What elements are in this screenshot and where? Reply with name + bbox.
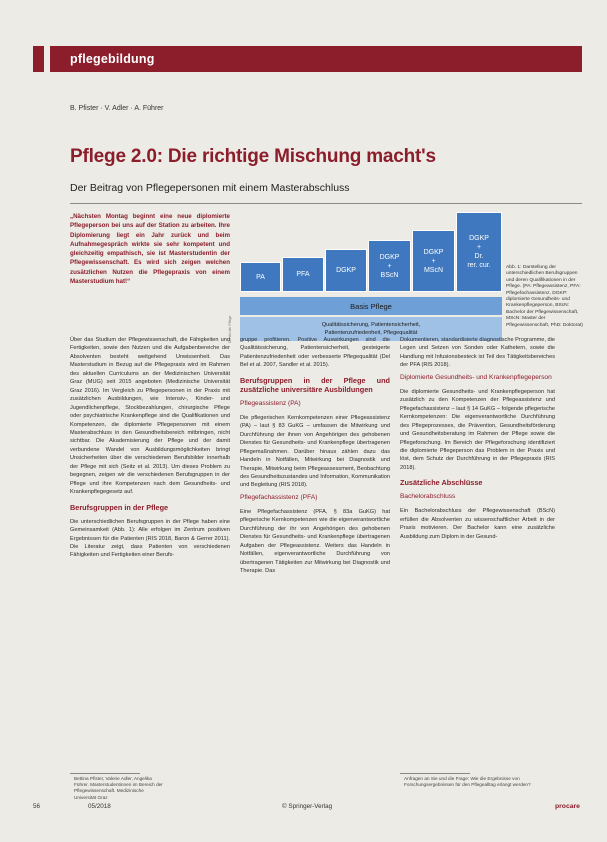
step-dgkp-mscn: DGKP + MScN	[412, 230, 455, 292]
col1-heading: Berufsgruppen in der Pflege	[70, 502, 169, 512]
page-number: 56	[33, 803, 41, 810]
publisher: © Springer-Verlag	[282, 803, 333, 810]
col2-heading: Berufsgruppen in der Pflege und zusätzliche universitäre Ausbildungen	[240, 375, 390, 394]
figure-side-label: Die Art der Pflege	[228, 315, 232, 343]
column-3	[400, 336, 555, 543]
intro-quote: „Nächsten Montag beginnt eine neue diplomierte Pflegeperson bei uns auf der Station zu arbeiten. Ihre Diplomierung liegt ein Jahr zurück und beim Aufnahmegespräch wirkte sie sehr kompetent und gleichzeitig empathisch, sie ist Masterstudentin der Pflegewissenschaft. Es wird sich zeigen welchen zusätzlichen Nutzen die Pflegepraxis von einem Masterstudium hat!“	[70, 213, 230, 286]
column-1	[70, 336, 230, 562]
figure-caption: Abb. 1: Darstellung der unterschiedlichen Berufsgruppen und deren Qualifikationen in der Pflege. (PA: Pflegeassistenz, PFA: Pflegefachassistenz, DGKP: diplomierte Gesundheits- und Krankenpflegeperson, BScN: Bachelor der Pflegewissenschaft, MScN: Master der Pflegewissenschaft, PhD: Doktorat)	[506, 265, 583, 328]
qualification-figure	[240, 212, 502, 342]
article-subtitle: Der Beitrag von Pflegepersonen mit einem Masterabschluss	[70, 182, 350, 194]
col3-paragraph-3: Ein Bachelorabschluss der Pflegewissenschaft (BScN) erfüllen die Absolventen zu wissenschaftlicher Arbeit in der Praxis motivieren. Der Bachelor kann eine zusätzliche Ausbildung zum Diplom in der Gesund-	[400, 508, 555, 540]
col3-footnote: Anfragen an Sie und die Frage: Wie die Ergebnisse von Forschungsergebnissen für den Pflegealltag erlangt werden?	[404, 776, 531, 788]
qualification-steps	[240, 212, 502, 292]
journal-brand: procare	[555, 803, 580, 810]
col2-paragraph-3: Eine Pflegefachassistenz (PFA, § 83a GuKG) hat pflegerische Kernkompetenzen wie die eigenverantwortliche Durchführung der ihr von Angehörigen des gehobenen Dienstes für Gesundheits- und Krankenpflege übertragenen Aufgaben der Pflegeassistenz. Weiters das Handeln in Notfällen, eigenverantwortliche Durchführung von übertragenen Tätigkeiten zur Mitwirkung bei Diagnostik und Therapie. Das	[240, 508, 390, 575]
step-dgkp: DGKP	[325, 249, 367, 292]
col3-subheading-dgkp: Diplomierte Gesundheits- und Krankenpflegeperson	[400, 373, 552, 381]
col1-footnote-rule	[70, 773, 140, 774]
issue-number: 05/2018	[88, 803, 111, 810]
col1-paragraph-1: Über das Studium der Pflegewissenschaft, die Fähigkeiten und Fertigkeiten, sowie den Nutzen und die Aufgabenbereiche der Absolventen besteht weitgehend Unwissenheit. Das Masterstudium in Bezug auf die Pflegepraxis wird im Rahmen des aktuellen Curriculums an der Medizinischen Universität Graz (MUG) seit 2015 angeboten (Medizinische Universität Graz 2016). Im Vergleich zu Pflegepersonen in der Praxis mit zusätzlichen Ausbildungen, wie Intensiv-, Kinder- und Jugendlichenpflege, Stockbezahlungen, chirurgische Pflege oder psychiatrische Krankenpflege sind die Qualifikationen und Kompetenzen, die diplomierte Pflegepersonen mit einem Masterabschluss in den Gesundheitsbereich mitbringen, nicht sichtbar. Die Akademisierung der Pflege und der damit verbundene Wandel von Ausbildungsmöglichkeiten bringt Unsicherheiten über die verschiedenen Berufsbilder innerhalb der Pflege mit sich (Seitz et al. 2013). Um dieses Problem zu begegnen, zeigen wir die verschiedenen Berufsgruppen in der Pflege und ihre Kompetenzen nach dem Gesundheits- und Krankenpflegegesetz auf.	[70, 337, 230, 496]
col3-subheading-bachelor: Bachelorabschluss	[400, 493, 456, 501]
step-pa: PA	[240, 262, 281, 292]
col2-subheading-pfa: Pflegefachassistenz (PFA)	[240, 493, 318, 501]
col1-paragraph-2: Die unterschiedlichen Berufsgruppen in der Pflege haben eine Gemeinsamkeit (Abb. 1): Alle erfolgen im Zentrum positiven Ergebnissen für die Patienten (RIS 2018, Baron & Gerrer 2011). Die Literatur zeigt, dass Patienten von verschiedenen Fähigkeiten und Fertigkeiten einer Berufs-	[70, 518, 230, 559]
outcomes-bar: Qualitätssicherung, Patientensicherheit, Patientenzufriedenheit, Pflegequalität	[240, 317, 502, 341]
step-dgkp-bscn: DGKP + BScN	[368, 240, 411, 292]
col2-paragraph-2: Die pflegerischen Kernkompetenzen einer Pflegeassistenz (PA) – laut § 83 GuKG – umfassen die Mitwirkung und Durchführung der ihnen von Angehörigen des gehobenen Dienstes für Gesundheits- und Krankenpflege übertragenen Pflegemaßnahmen. Darüber hinaus zählen dazu das Handeln in Notfällen, Mitwirkung bei Diagnostik und Therapie, Mitwirkung beim Pflegeassessment, Beobachtung des Gesundheitszustandes und Information, Kommunikation und Begleitung (RIS 2018).	[240, 414, 390, 489]
col1-footnote: Bettina Pfister, Valerie Adler, Angelika Führer. Masterstudentinnen im Bereich der Pflegewissenschaft. Medizinische Universität Graz	[74, 776, 163, 800]
step-pfa: PFA	[282, 257, 324, 292]
col3-paragraph-1: Dokumentieren, standardisierte diagnostische Programme, die Legen und Setzen von Sonden oder Kathetern, sowie die Handlung mit Infusionsbesteck ist Teil des Tätigkeitsbereiches der PFA (RIS 2018).	[400, 337, 555, 369]
col3-paragraph-2: Die diplomierte Gesundheits- und Krankenpflegeperson hat zusätzlich zu den Kompetenzen der Pflegeassistenz und Pflegefachassistenz – laut § 14 GuKG – folgende pflegerische Kernkompetenzen: Die eigenverantwortliche Durchführung des Pflegeprozesses, die Prävention, Gesundheitsförderung und Gesundheitsberatung im Rahmen der Pflege sowie die Pflegeforschung. Im Bereich der Pflegeforschung identifiziert die diplomierte Pflegeperson das Problem in der Praxis und löst, dem Schutz der Durchführung in der Pflegepraxis (RIS 2018).	[400, 388, 555, 471]
section-marker	[33, 46, 44, 72]
col3-heading: Zusätzliche Abschlüsse	[400, 478, 483, 488]
title-divider	[70, 203, 582, 204]
column-2	[240, 336, 390, 578]
article-title: Pflege 2.0: Die richtige Mischung macht's	[70, 146, 436, 167]
section-header: pflegebildung	[50, 46, 582, 72]
col2-paragraph-1: gruppe profitieren. Positive Auswirkungen sind die Qualitätssicherung, Patientensicherheit, gesteigerte Patientenzufriedenheit oder verbesserte Pflegequalität (Del Bel et al. 2007, Sandler et al. 2015).	[240, 337, 390, 369]
col2-subheading-pa: Pflegeassistenz (PA)	[240, 399, 301, 407]
authors: B. Pfister · V. Adler · A. Führer	[70, 105, 164, 112]
step-dgkp-dr: DGKP + Dr. rer. cur.	[456, 212, 502, 292]
basis-pflege-bar: Basis Pflege	[240, 297, 502, 315]
col3-footnote-rule	[400, 773, 470, 774]
